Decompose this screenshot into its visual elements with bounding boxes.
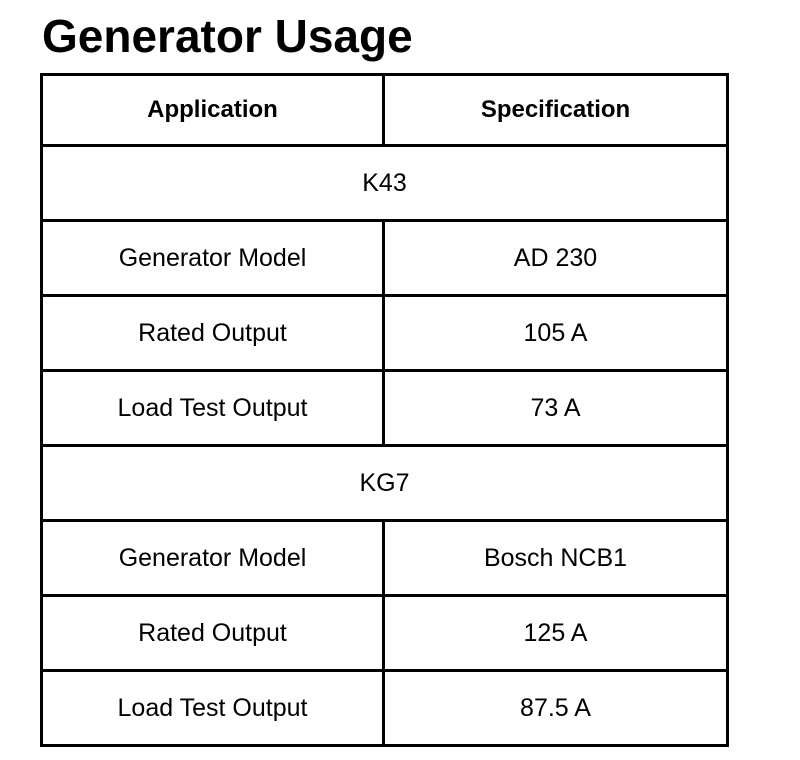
table-header-row: [42, 75, 728, 146]
application-cell: Load Test Output: [42, 371, 384, 446]
table-row: [42, 671, 728, 746]
table-row: [42, 371, 728, 446]
table-row: [42, 296, 728, 371]
specification-cell: 87.5 A: [384, 671, 728, 746]
specification-cell: 73 A: [384, 371, 728, 446]
table-row: [42, 521, 728, 596]
group-row: [42, 146, 728, 221]
application-cell: Generator Model: [42, 521, 384, 596]
page-title: Generator Usage: [42, 10, 413, 62]
specification-cell: AD 230: [384, 221, 728, 296]
application-cell: Rated Output: [42, 296, 384, 371]
group-label-kg7: KG7: [42, 446, 728, 521]
group-row: [42, 446, 728, 521]
application-cell: Load Test Output: [42, 671, 384, 746]
application-cell: Generator Model: [42, 221, 384, 296]
specification-cell: 105 A: [384, 296, 728, 371]
spec-table: [40, 73, 729, 747]
application-cell: Rated Output: [42, 596, 384, 671]
column-header-application: Application: [42, 75, 384, 146]
specification-cell: Bosch NCB1: [384, 521, 728, 596]
group-label-k43: K43: [42, 146, 728, 221]
specification-cell: 125 A: [384, 596, 728, 671]
table-row: [42, 221, 728, 296]
table-row: [42, 596, 728, 671]
column-header-specification: Specification: [384, 75, 728, 146]
